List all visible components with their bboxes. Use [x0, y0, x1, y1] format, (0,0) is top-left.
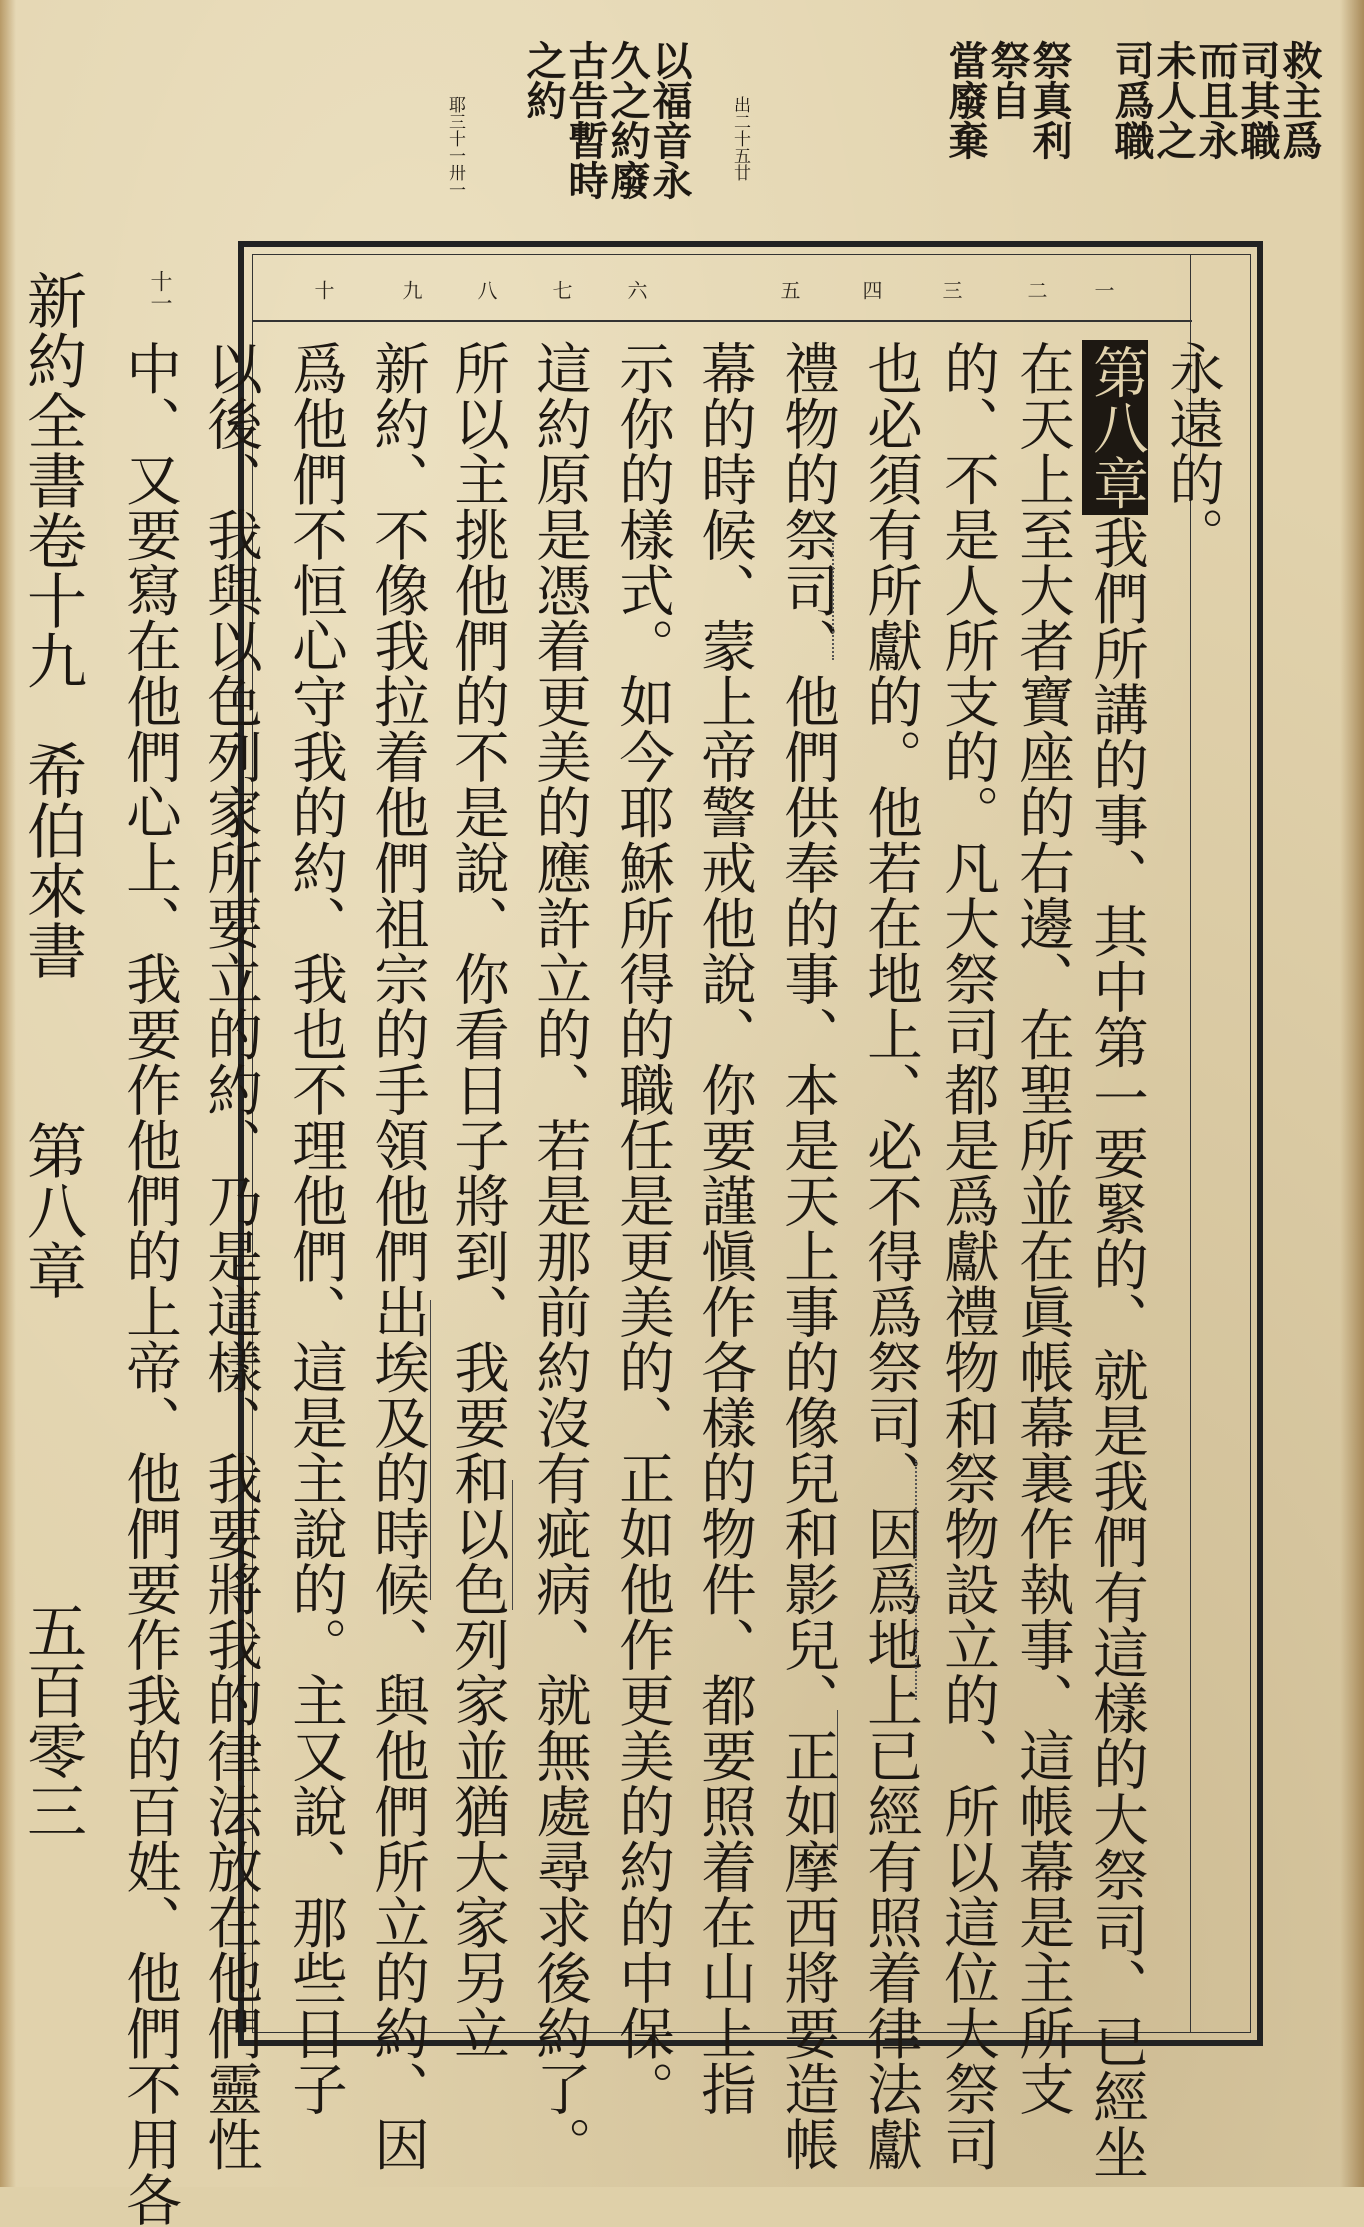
text-column: 示你的樣式。如今耶穌所得的職任是更美的、正如他作更美的約的中保。	[609, 340, 674, 2116]
column-number: 七	[549, 280, 573, 300]
page-edge-shadow-right	[1340, 0, 1364, 2187]
text-column: 以後、我與以色列家所要立的約、乃是這樣、我要將我的律法放在他們靈性	[197, 340, 262, 2172]
running-title: 新約全書卷十九	[17, 270, 87, 690]
headnote-scripture-ref: 出二十五廿	[730, 96, 750, 181]
headnote-col: 以福音永	[646, 40, 693, 200]
chapter-label: 第八章	[17, 1120, 87, 1300]
name-mark	[832, 540, 834, 660]
headnote-col: 祭自	[984, 40, 1031, 120]
column-number: 十	[311, 280, 335, 300]
text-column: 這約原是憑着更美的應許立的、若是那前約沒有疵病、就無處尋求後約了。	[526, 340, 591, 2172]
column-number: 九	[399, 280, 423, 300]
headnote-col: 之約	[520, 40, 567, 120]
text-line: 我們所講的事、其中第一要緊的、就是我們有這樣的大祭司、已經坐	[1083, 514, 1148, 2180]
headnote-col: 司爲職	[1108, 40, 1155, 160]
text-column: 幕的時候、蒙上帝警戒他說、你要謹愼作各樣的物件、都要照着在山上指	[691, 340, 756, 2116]
name-mark	[915, 1460, 917, 1700]
name-mark	[512, 1480, 513, 1610]
text-column: 禮物的祭司、他們供奉的事、本是天上事的像兒和影兒、正如摩西將要造帳	[774, 340, 839, 2172]
headnote-col: 久之約廢	[604, 40, 651, 200]
text-column: 在天上至大者寶座的右邊、在聖所並在眞帳幕裏作執事、這帳幕是主所支	[1009, 340, 1074, 2116]
column-number: 六	[624, 280, 648, 300]
text-column: 新約、不像我拉着他們祖宗的手領他們出埃及的時候、與他們所立的約、因	[364, 340, 429, 2172]
text-column: 爲他們不恒心守我的約、我也不理他們、這是主說的。主又說、那些日子	[282, 340, 347, 2116]
text-column: 中、又要寫在他們心上、我要作他們的上帝、他們要作我的百姓、他們不用各	[116, 340, 181, 2227]
column-number: 四	[859, 280, 883, 300]
headnote-right-extra	[870, 40, 1073, 230]
text-column: 的、不是人所支的。凡大祭司都是爲獻禮物和祭物設立的、所以這位大祭司	[934, 340, 999, 2172]
page-edge-shadow-left	[0, 0, 16, 2187]
text-column	[1082, 340, 1148, 2180]
book-name: 希伯來書	[17, 740, 87, 980]
headnote-col: 而且永	[1192, 40, 1239, 160]
column-number: 三	[939, 280, 963, 300]
headnote-left-ref: 耶三十一卅一	[445, 96, 465, 198]
headnote-middle	[490, 40, 693, 230]
chapter-heading: 第八章	[1082, 340, 1148, 515]
text-column: 所以主挑他們的不是說、你看日子將到、我要和以色列家並猶大家另立	[444, 340, 509, 2061]
column-number: 一	[1091, 280, 1115, 300]
name-mark	[430, 1300, 431, 1600]
column-number-rule	[252, 320, 1192, 322]
headnote-col: 司其職	[1234, 40, 1281, 160]
text-column: 也必須有所獻的。他若在地上、必不得爲祭司、因爲地上已經有照着律法獻	[857, 340, 922, 2172]
headnote-col: 古告暫時	[562, 40, 609, 200]
column-number: 八	[474, 280, 498, 300]
headnote-col: 未人之	[1150, 40, 1197, 160]
headnote-right	[1080, 40, 1323, 230]
headnote-col: 祭真利	[1026, 40, 1073, 160]
column-number: 二	[1024, 280, 1048, 300]
column-number: 五	[777, 280, 801, 300]
headnote-col: 救主爲	[1276, 40, 1323, 160]
name-mark	[837, 1710, 838, 1850]
page-number: 五百零三	[17, 1600, 87, 1840]
headnote-col: 當廢棄	[942, 40, 989, 160]
text-column: 永遠的。	[1159, 340, 1224, 562]
column-number: 十一	[147, 270, 172, 314]
